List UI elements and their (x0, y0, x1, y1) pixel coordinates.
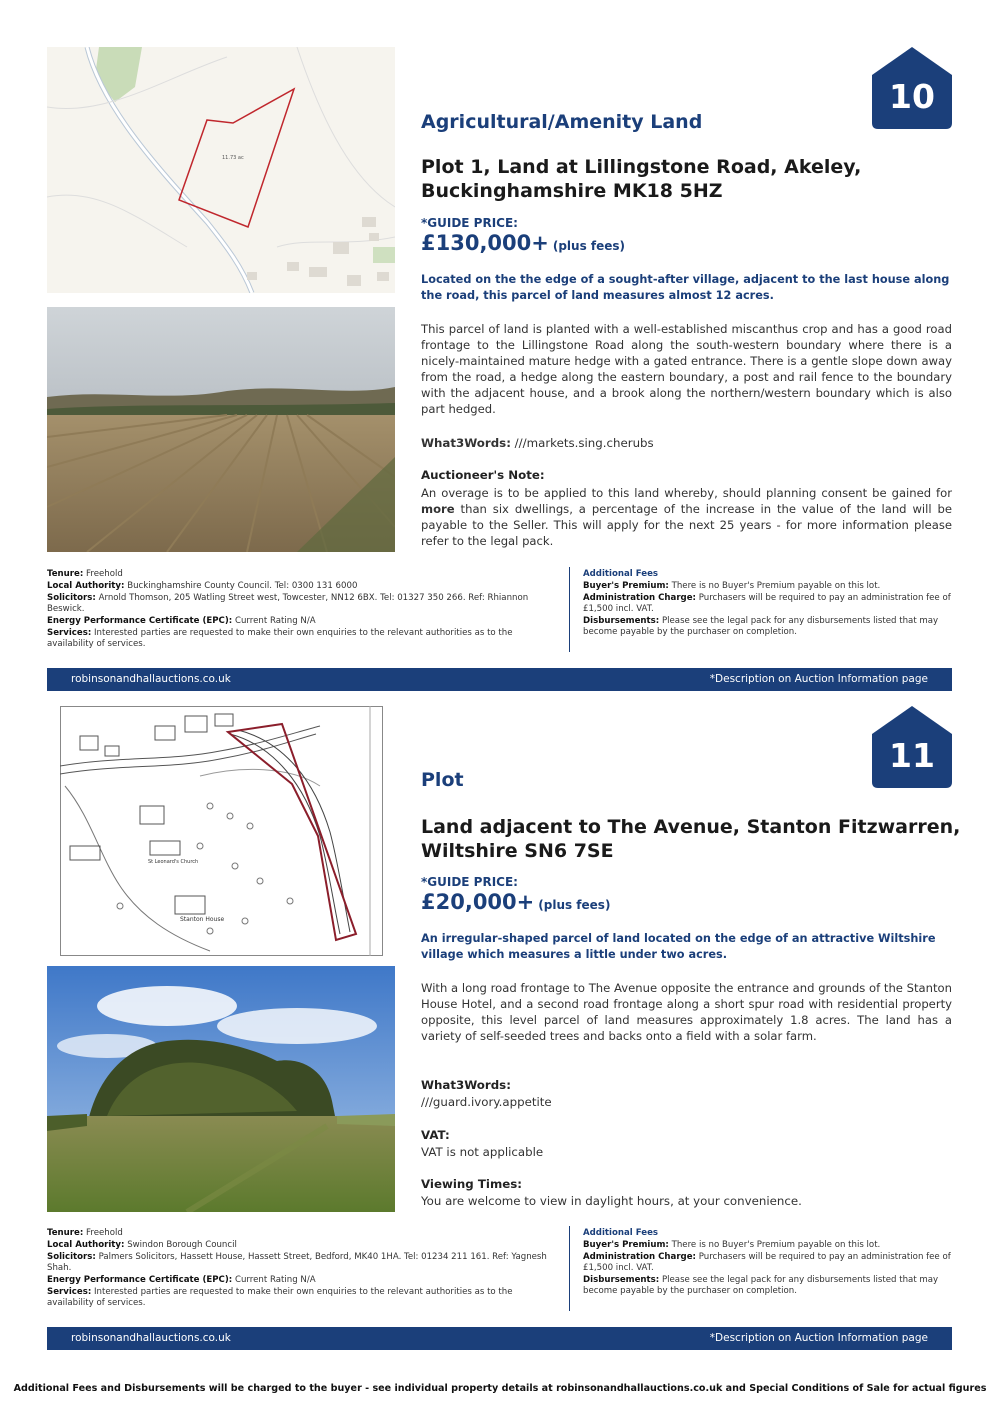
lot11-what3words: ///guard.ivory.appetite (421, 1095, 552, 1109)
lot11-epc: Current Rating N/A (234, 1275, 316, 1285)
lot11-viewing: You are welcome to view in daylight hours, at your convenience. (421, 1194, 802, 1208)
lot10-what3words (421, 436, 654, 450)
lot11-footer-website[interactable]: robinsonandhallauctions.co.uk (71, 1332, 231, 1344)
lot11-number-badge (872, 706, 952, 788)
lot11-address-line2: Wiltshire SN6 7SE (421, 840, 614, 862)
lot11-disb-label: Disbursements: (583, 1275, 660, 1285)
lot10-note (421, 485, 952, 549)
lot11-price-amount: £20,000+ (421, 890, 535, 914)
lot11-tenure-label: Tenure: (47, 1228, 84, 1238)
lot11-premium-label: Buyer's Premium: (583, 1240, 669, 1250)
lot10-footer-website[interactable]: robinsonandhallauctions.co.uk (71, 673, 231, 685)
lot10-map-area-label: 11.73 ac (222, 155, 244, 161)
lot11-guide-label: *GUIDE PRICE: (421, 875, 518, 889)
lot10-price-fees: (plus fees) (552, 239, 626, 253)
lot11-property-info (47, 1228, 555, 1310)
lot10-number: 10 (889, 77, 935, 116)
lot11-services: Interested parties are requested to make their own enquiries to the relevant authorities as to the availability of services. (47, 1287, 513, 1308)
lot11-solicitors: Palmers Solicitors, Hassett House, Hassett Street, Bedford, MK40 1HA. Tel: 01234 211 161. Ref: Yagnesh Shah. (47, 1252, 547, 1273)
lot10-lead: Located on the the edge of a sought-after village, adjacent to the last house along the road, this parcel of land measures almost 12 acres. (421, 273, 950, 302)
lot11-address (421, 815, 961, 863)
lot11-vat-label: VAT: (421, 1128, 450, 1142)
lot11-admin: Purchasers will be required to pay an administration fee of £1,500 incl. VAT. (583, 1252, 951, 1273)
lot10-note-post: than six dwellings, a percentage of the increase in the value of the land will be payable to the Seller. This will apply for the next 25 years - for more information please refer to the legal pack. (421, 502, 952, 548)
lot11-category: Plot (421, 769, 464, 791)
lot10-disb: Please see the legal pack for any disbursements listed that may become payable by the purchaser on completion. (583, 616, 939, 637)
lot10-address-line2: Buckinghamshire MK18 5HZ (421, 180, 723, 202)
lot11-premium: There is no Buyer's Premium payable on this lot. (671, 1240, 881, 1250)
lot11-price-fees: (plus fees) (538, 898, 611, 912)
lot11-authority: Swindon Borough Council (127, 1240, 237, 1250)
lot10-what3words-value: ///markets.sing.cherubs (514, 436, 654, 450)
lot11-epc-label: Energy Performance Certificate (EPC): (47, 1275, 233, 1285)
lot10-authority: Buckinghamshire County Council. Tel: 0300 131 6000 (127, 581, 358, 591)
lot10-price-amount: £130,000+ (421, 231, 549, 255)
lot10-additional-fees (583, 569, 952, 639)
lot11-number: 11 (889, 736, 935, 775)
lot10-disb-label: Disbursements: (583, 616, 660, 626)
lot10-guide-label: *GUIDE PRICE: (421, 216, 518, 230)
lot11-description: With a long road frontage to The Avenue opposite the entrance and grounds of the Stanton House Hotel, and a second road frontage along a short spur road with residential property opposite, this level parcel of land measures approximately 1.8 acres. The land has a variety of self-seeded trees and backs onto a field with a solar farm. (421, 981, 952, 1043)
lot10-number-badge (872, 47, 952, 129)
lot11-site-plan (60, 706, 383, 956)
lot11-fees-title: Additional Fees (583, 1228, 659, 1238)
lot10-footer-bar (47, 668, 952, 691)
lot11-disb: Please see the legal pack for any disbursements listed that may become payable by the purchaser on completion. (583, 1275, 939, 1296)
lot11-address-line1: Land adjacent to The Avenue, Stanton Fitzwarren, (421, 816, 961, 838)
lot10-admin: Purchasers will be required to pay an administration fee of £1,500 incl. VAT. (583, 593, 951, 614)
lot10-description: This parcel of land is planted with a well-established miscanthus crop and has a good road frontage to the Lillingstone Road along the south-western boundary where there is a nicely-maintained mature hedge with a gated entrance. There is a gentle slope down away from the road, a hedge along the eastern boundary, a post and rail fence to the boundary with the adjacent house, and a brook along the northern/western boundary which is also part hedged. (421, 322, 952, 416)
lot11-what3words-label: What3Words: (421, 1078, 511, 1092)
lot10-info-divider (569, 567, 570, 652)
lot10-services-label: Services: (47, 628, 92, 638)
lot11-map-church-label: St Leonard's Church (148, 859, 199, 865)
lot11-guide-price (421, 890, 610, 914)
lot10-authority-label: Local Authority: (47, 581, 125, 591)
lot10-category: Agricultural/Amenity Land (421, 111, 703, 133)
lot10-guide-price (421, 231, 625, 255)
lot10-property-info (47, 569, 555, 651)
lot11-solicitors-label: Solicitors: (47, 1252, 96, 1262)
lot11-info-divider (569, 1226, 570, 1311)
lot10-what3words-label: What3Words: (421, 436, 511, 450)
lot11-land-photo (47, 966, 395, 1212)
page-bottom-note: Additional Fees and Disbursements will be charged to the buyer - see individual property details at robinsonandhallauctions.co.uk and Special Conditions of Sale for actual figures (13, 1383, 987, 1394)
lot10-address-line1: Plot 1, Land at Lillingstone Road, Akeley, (421, 156, 862, 178)
lot11-admin-label: Administration Charge: (583, 1252, 696, 1262)
lot10-premium-label: Buyer's Premium: (583, 581, 669, 591)
lot11-footer-bar (47, 1327, 952, 1350)
lot10-tenure: Freehold (86, 569, 123, 579)
lot10-premium: There is no Buyer's Premium payable on this lot. (671, 581, 881, 591)
lot10-services: Interested parties are requested to make their own enquiries to the relevant authorities as to the availability of services. (47, 628, 513, 649)
lot10-field-photo (47, 307, 395, 552)
lot11-additional-fees (583, 1228, 952, 1298)
lot10-tenure-label: Tenure: (47, 569, 84, 579)
lot11-authority-label: Local Authority: (47, 1240, 125, 1250)
lot11-map-house-label: Stanton House (180, 916, 225, 923)
lot10-fees-title: Additional Fees (583, 569, 659, 579)
lot10-note-title: Auctioneer's Note: (421, 468, 545, 482)
lot11-lead: An irregular-shaped parcel of land located on the edge of an attractive Wiltshire village which measures a little under two acres. (421, 932, 936, 961)
lot10-epc-label: Energy Performance Certificate (EPC): (47, 616, 233, 626)
lot10-footer-note: *Description on Auction Information page (709, 673, 928, 685)
lot11-tenure: Freehold (86, 1228, 123, 1238)
lot10-note-pre: An overage is to be applied to this land whereby, should planning consent be gained for (421, 486, 952, 500)
lot10-solicitors: Arnold Thomson, 205 Watling Street west, Towcester, NN12 6BX. Tel: 01327 350 266. Ref: Rhiannon Beswick. (47, 593, 529, 614)
lot10-solicitors-label: Solicitors: (47, 593, 96, 603)
lot10-note-bold: more (421, 502, 455, 516)
lot11-viewing-label: Viewing Times: (421, 1177, 522, 1191)
lot11-footer-note: *Description on Auction Information page (709, 1332, 928, 1344)
lot10-epc: Current Rating N/A (234, 616, 316, 626)
lot10-location-map (47, 47, 395, 293)
lot11-vat: VAT is not applicable (421, 1145, 544, 1159)
lot10-admin-label: Administration Charge: (583, 593, 696, 603)
lot10-address (421, 155, 961, 203)
lot11-services-label: Services: (47, 1287, 92, 1297)
